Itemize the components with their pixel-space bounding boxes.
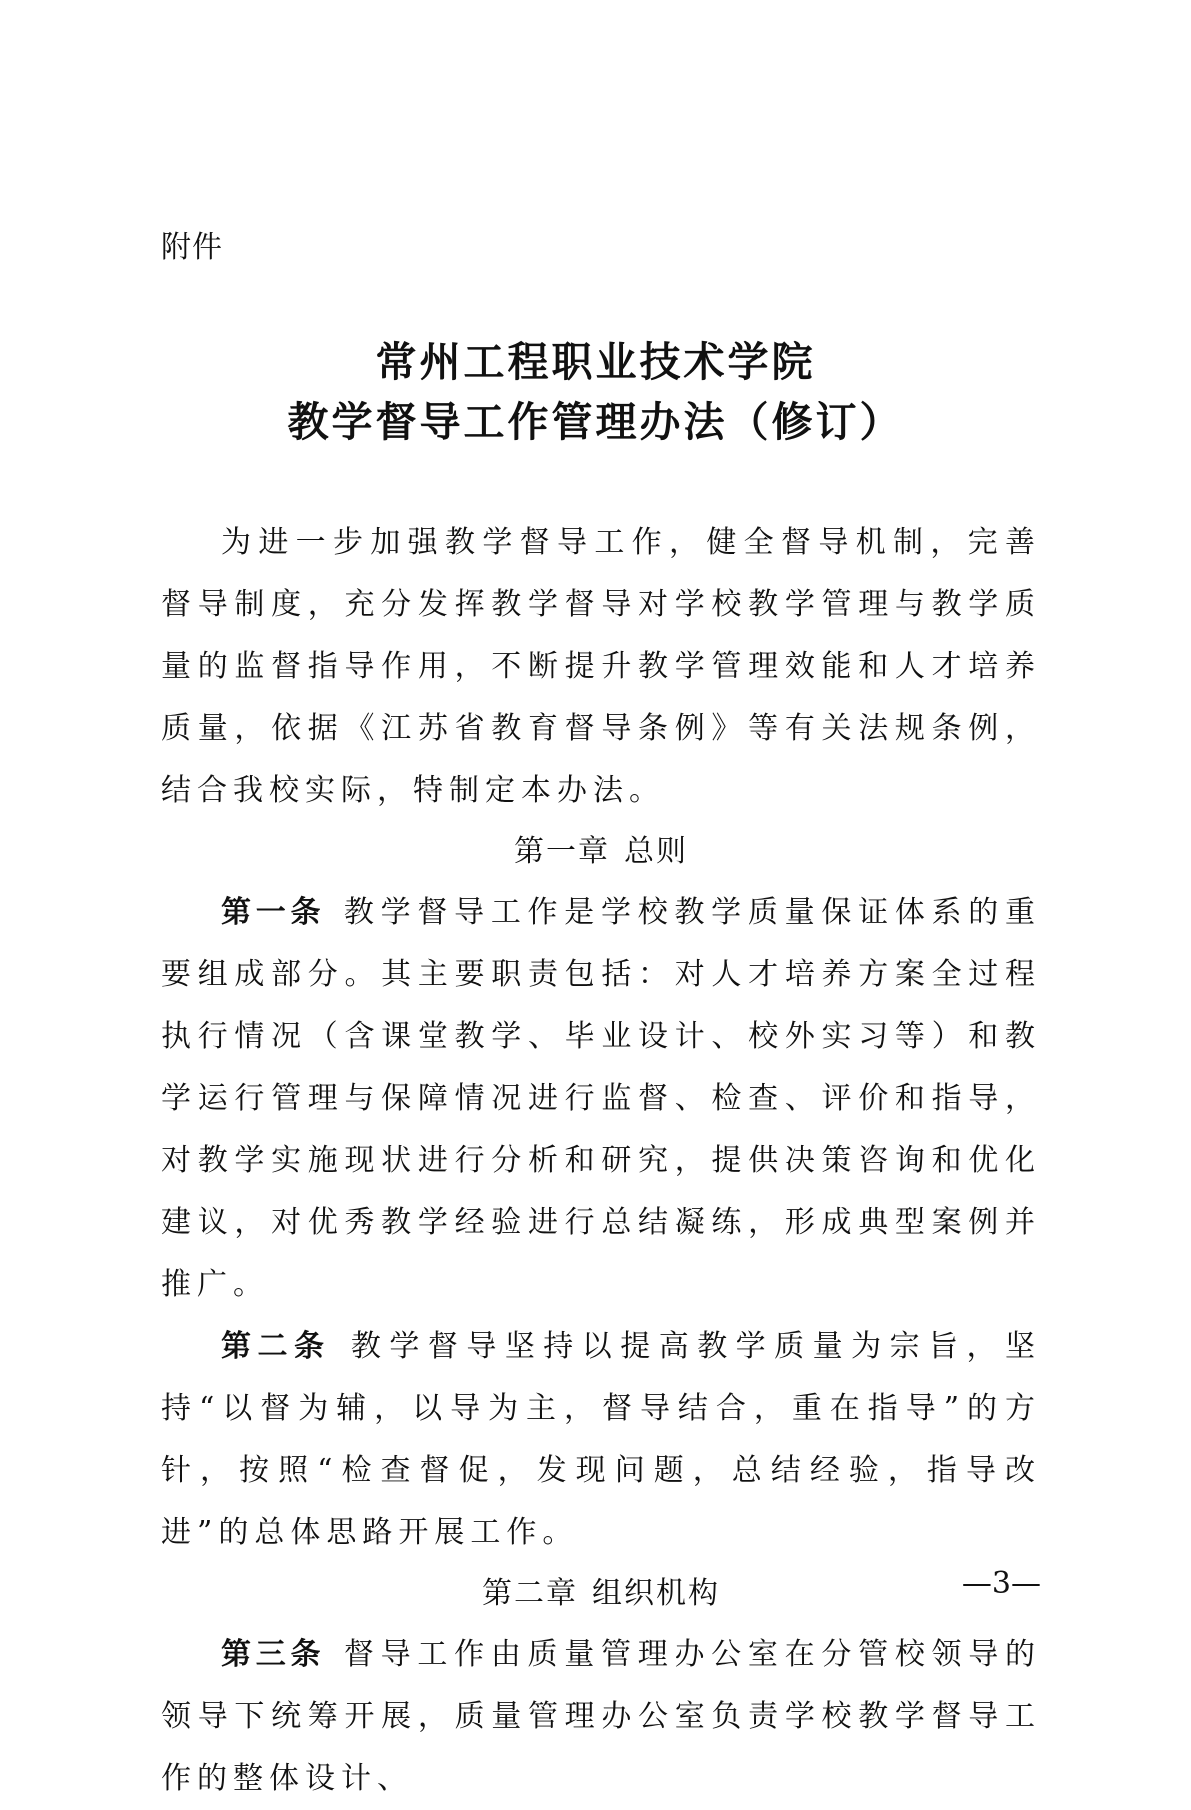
attachment-label: 附件: [161, 230, 223, 265]
article-3-text: 督导工作由质量管理办公室在分管校领导的领导下统筹开展，质量管理办公室负责学校教学督导工作的整体设计、: [161, 1637, 1042, 1796]
preamble-paragraph: 为进一步加强教学督导工作，健全督导机制，完善督导制度，充分发挥教学督导对学校教学管理与教学质量的监督指导作用，不断提升教学管理效能和人才培养质量，依据《江苏省教育督导条例》等有关法规条例，结合我校实际，特制定本办法。: [161, 525, 1041, 808]
page-number: —3—: [961, 1566, 1041, 1601]
chapter-2-name: 组织机构: [592, 1576, 720, 1611]
chapter-1-number: 第一章: [514, 834, 610, 869]
document-body: [161, 512, 1041, 1810]
chapter-2-number: 第二章: [482, 1576, 578, 1611]
article-2-text: 教学督导坚持以提高教学质量为宗旨，坚持“以督为辅，以导为主，督导结合，重在指导”的方针，按照“检查督促，发现问题，总结经验，指导改进”的总体思路开展工作。: [161, 1329, 1042, 1550]
article-3-label: 第三条: [221, 1637, 326, 1672]
document-title-line-2: 教学督导工作管理办法（修订）: [287, 398, 904, 446]
chapter-1-heading: [161, 822, 1041, 882]
article-2-paragraph: [161, 1316, 1041, 1564]
chapter-1-name: 总则: [624, 834, 688, 869]
article-1-text: 教学督导工作是学校教学质量保证体系的重要组成部分。其主要职责包括：对人才培养方案全过程执行情况（含课堂教学、毕业设计、校外实习等）和教学运行管理与保障情况进行监督、检查、评价和指导，对教学实施现状进行分析和研究，提供决策咨询和优化建议，对优秀教学经验进行总结凝练，形成典型案例并推广。: [161, 895, 1042, 1302]
article-1-label: 第一条: [221, 895, 326, 930]
article-3-paragraph: [161, 1624, 1041, 1810]
article-2-label: 第二条: [221, 1329, 331, 1364]
article-1-paragraph: [161, 882, 1041, 1316]
document-title-line-1: 常州工程职业技术学院: [375, 338, 816, 386]
chapter-2-heading: [161, 1564, 1041, 1624]
